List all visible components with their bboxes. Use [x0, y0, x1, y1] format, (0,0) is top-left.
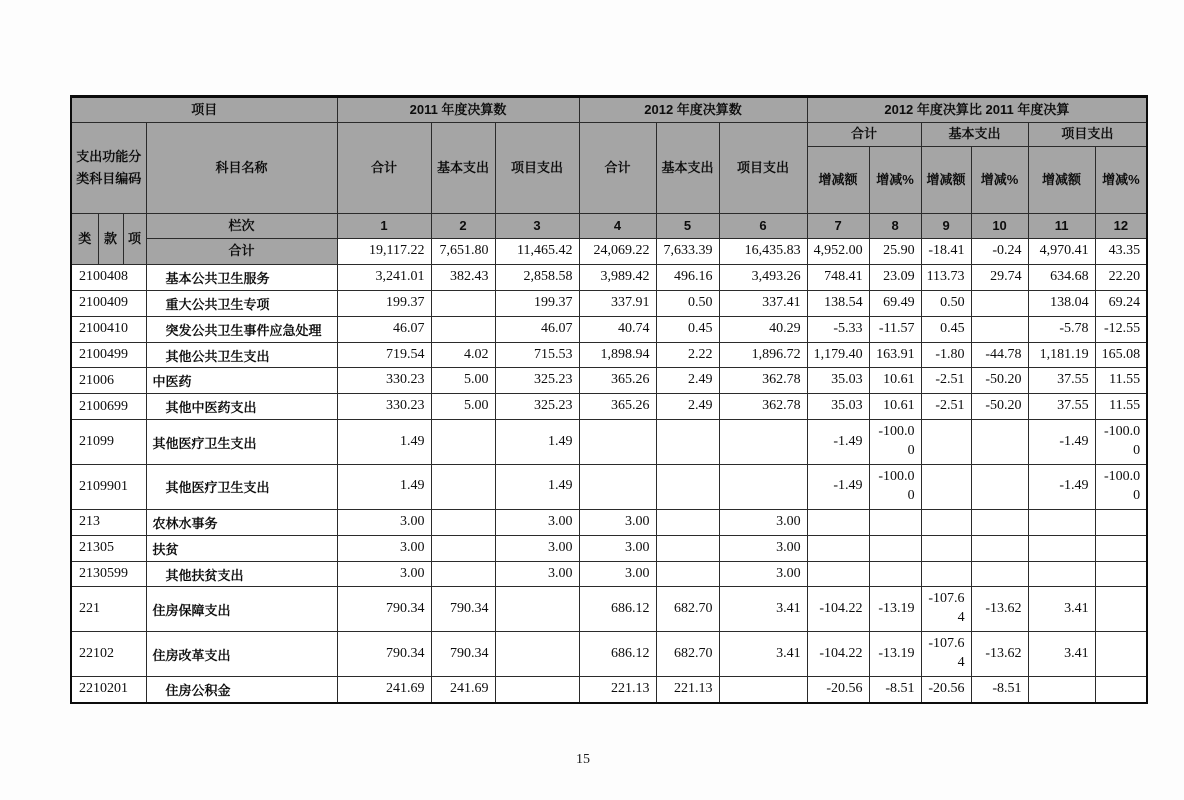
row-subject-name: 住房公积金 — [146, 677, 337, 703]
row-code: 2100499 — [71, 342, 146, 368]
row-value-cell: 3.41 — [1028, 632, 1095, 677]
row-value-cell: -104.22 — [807, 632, 869, 677]
grand-total-value: 7,651.80 — [431, 239, 495, 265]
row-value-cell: -1.49 — [1028, 420, 1095, 465]
row-value-cell: -13.19 — [869, 632, 921, 677]
row-value-cell — [971, 561, 1028, 587]
row-value-cell: 337.41 — [719, 290, 807, 316]
row-value-cell: -11.57 — [869, 316, 921, 342]
header-group-2011: 2011 年度决算数 — [337, 97, 579, 123]
header-total-inc-percent: 增减% — [869, 147, 921, 214]
row-value-cell: -44.78 — [971, 342, 1028, 368]
row-value-cell: 362.78 — [719, 368, 807, 394]
row-code: 22102 — [71, 632, 146, 677]
row-subject-name: 住房保障支出 — [146, 587, 337, 632]
row-value-cell: 3.41 — [719, 587, 807, 632]
row-value-cell — [971, 509, 1028, 535]
row-subject-name: 农林水事务 — [146, 509, 337, 535]
header-col-number: 4 — [579, 214, 656, 239]
row-value-cell: -5.33 — [807, 316, 869, 342]
header-basic-inc-percent: 增减% — [971, 147, 1028, 214]
row-value-cell: 5.00 — [431, 394, 495, 420]
header-project-inc-percent: 增减% — [1095, 147, 1147, 214]
row-value-cell: -20.56 — [921, 677, 971, 703]
row-value-cell: 241.69 — [337, 677, 431, 703]
row-subject-name: 其他医疗卫生支出 — [146, 420, 337, 465]
row-value-cell: 29.74 — [971, 264, 1028, 290]
row-value-cell — [869, 535, 921, 561]
row-value-cell: 37.55 — [1028, 368, 1095, 394]
row-code: 221 — [71, 587, 146, 632]
header-group-2012: 2012 年度决算数 — [579, 97, 807, 123]
row-value-cell: 3.00 — [495, 509, 579, 535]
row-value-cell — [719, 677, 807, 703]
header-col-number: 6 — [719, 214, 807, 239]
header-compare-basic: 基本支出 — [921, 123, 1028, 147]
row-value-cell: 3.41 — [1028, 587, 1095, 632]
row-value-cell — [1095, 632, 1147, 677]
row-value-cell: -50.20 — [971, 368, 1028, 394]
row-subject-name: 突发公共卫生事件应急处理 — [146, 316, 337, 342]
row-value-cell: 10.61 — [869, 368, 921, 394]
header-2012-total: 合计 — [579, 123, 656, 214]
table-row — [71, 465, 1147, 510]
header-col-number: 3 — [495, 214, 579, 239]
row-value-cell: 3.00 — [495, 535, 579, 561]
row-value-cell: 138.04 — [1028, 290, 1095, 316]
row-value-cell: 382.43 — [431, 264, 495, 290]
header-col-number: 8 — [869, 214, 921, 239]
row-value-cell: 634.68 — [1028, 264, 1095, 290]
row-value-cell: 0.45 — [921, 316, 971, 342]
grand-total-value: 7,633.39 — [656, 239, 719, 265]
table-row — [71, 420, 1147, 465]
header-col-number: 10 — [971, 214, 1028, 239]
row-value-cell: -107.64 — [921, 587, 971, 632]
row-value-cell — [656, 535, 719, 561]
row-subject-name: 其他扶贫支出 — [146, 561, 337, 587]
row-value-cell: 4.02 — [431, 342, 495, 368]
row-value-cell — [971, 290, 1028, 316]
row-value-cell: 3.41 — [719, 632, 807, 677]
row-value-cell: 3.00 — [337, 561, 431, 587]
table-body — [71, 264, 1147, 703]
header-2011-total: 合计 — [337, 123, 431, 214]
row-value-cell: 337.91 — [579, 290, 656, 316]
table-row — [71, 561, 1147, 587]
row-subject-name: 中医药 — [146, 368, 337, 394]
header-class-lei: 类 — [71, 214, 98, 265]
row-value-cell — [921, 420, 971, 465]
grand-total-value: 4,952.00 — [807, 239, 869, 265]
grand-total-value: 4,970.41 — [1028, 239, 1095, 265]
row-value-cell: -50.20 — [971, 394, 1028, 420]
row-code: 2210201 — [71, 677, 146, 703]
row-value-cell: 3.00 — [337, 535, 431, 561]
header-code-label: 支出功能分类科目编码 — [71, 123, 146, 214]
row-value-cell: 790.34 — [337, 587, 431, 632]
row-value-cell: 748.41 — [807, 264, 869, 290]
row-subject-name: 住房改革支出 — [146, 632, 337, 677]
row-value-cell — [807, 535, 869, 561]
row-value-cell: 163.91 — [869, 342, 921, 368]
row-code: 21099 — [71, 420, 146, 465]
row-value-cell: -8.51 — [971, 677, 1028, 703]
header-compare-total: 合计 — [807, 123, 921, 147]
row-value-cell: 5.00 — [431, 368, 495, 394]
row-value-cell: -5.78 — [1028, 316, 1095, 342]
row-value-cell: 0.50 — [656, 290, 719, 316]
row-value-cell: -1.49 — [807, 420, 869, 465]
row-value-cell: 40.29 — [719, 316, 807, 342]
row-value-cell: 1,181.19 — [1028, 342, 1095, 368]
row-value-cell — [579, 465, 656, 510]
row-value-cell — [1095, 561, 1147, 587]
final-accounts-table — [70, 95, 1148, 704]
row-value-cell: 2.49 — [656, 394, 719, 420]
row-value-cell: 682.70 — [656, 587, 719, 632]
header-2012-project: 项目支出 — [719, 123, 807, 214]
table-row — [71, 677, 1147, 703]
row-value-cell: -100.00 — [869, 465, 921, 510]
row-value-cell: -100.00 — [1095, 420, 1147, 465]
row-value-cell: -2.51 — [921, 368, 971, 394]
header-total-inc-amount: 增减额 — [807, 147, 869, 214]
row-value-cell — [1028, 677, 1095, 703]
row-value-cell: -100.00 — [869, 420, 921, 465]
row-value-cell — [431, 509, 495, 535]
row-value-cell — [495, 587, 579, 632]
header-column-row-label: 栏次 — [146, 214, 337, 239]
row-value-cell: -20.56 — [807, 677, 869, 703]
row-value-cell — [719, 420, 807, 465]
row-value-cell: 686.12 — [579, 587, 656, 632]
row-value-cell: 3,989.42 — [579, 264, 656, 290]
grand-total-row — [71, 239, 1147, 265]
row-value-cell: 2,858.58 — [495, 264, 579, 290]
header-compare-project: 项目支出 — [1028, 123, 1147, 147]
row-value-cell — [971, 420, 1028, 465]
header-2011-project: 项目支出 — [495, 123, 579, 214]
row-value-cell: 715.53 — [495, 342, 579, 368]
row-value-cell — [869, 561, 921, 587]
row-value-cell: 221.13 — [579, 677, 656, 703]
row-value-cell — [656, 561, 719, 587]
row-value-cell: 496.16 — [656, 264, 719, 290]
row-value-cell: 138.54 — [807, 290, 869, 316]
row-value-cell — [971, 316, 1028, 342]
row-value-cell: -13.62 — [971, 632, 1028, 677]
row-value-cell: 1,179.40 — [807, 342, 869, 368]
row-subject-name: 其他中医药支出 — [146, 394, 337, 420]
row-value-cell: 362.78 — [719, 394, 807, 420]
row-value-cell: 199.37 — [495, 290, 579, 316]
row-value-cell: 23.09 — [869, 264, 921, 290]
row-subject-name: 扶贫 — [146, 535, 337, 561]
row-value-cell — [807, 561, 869, 587]
row-value-cell: 241.69 — [431, 677, 495, 703]
row-value-cell: 10.61 — [869, 394, 921, 420]
header-project-inc-amount: 增减额 — [1028, 147, 1095, 214]
row-code: 2100410 — [71, 316, 146, 342]
table-row — [71, 368, 1147, 394]
row-value-cell — [1095, 677, 1147, 703]
row-value-cell: 1.49 — [337, 420, 431, 465]
row-value-cell — [431, 420, 495, 465]
row-value-cell — [807, 509, 869, 535]
row-value-cell: 0.45 — [656, 316, 719, 342]
row-value-cell: -13.62 — [971, 587, 1028, 632]
table-row — [71, 316, 1147, 342]
row-value-cell: 3,241.01 — [337, 264, 431, 290]
row-value-cell: -8.51 — [869, 677, 921, 703]
row-value-cell: 1,896.72 — [719, 342, 807, 368]
row-value-cell: 790.34 — [431, 587, 495, 632]
row-value-cell — [869, 509, 921, 535]
table-row — [71, 264, 1147, 290]
row-value-cell: -100.00 — [1095, 465, 1147, 510]
row-code: 2109901 — [71, 465, 146, 510]
header-col-number: 9 — [921, 214, 971, 239]
row-value-cell: 37.55 — [1028, 394, 1095, 420]
page-number: 15 — [576, 752, 590, 767]
row-code: 21006 — [71, 368, 146, 394]
row-value-cell: -13.19 — [869, 587, 921, 632]
header-row-column-numbers — [71, 214, 1147, 239]
row-value-cell: 3.00 — [337, 509, 431, 535]
header-basic-inc-amount: 增减额 — [921, 147, 971, 214]
header-col-number: 1 — [337, 214, 431, 239]
row-value-cell — [431, 561, 495, 587]
row-value-cell: 40.74 — [579, 316, 656, 342]
row-value-cell — [1028, 561, 1095, 587]
row-value-cell: 69.49 — [869, 290, 921, 316]
row-value-cell: 330.23 — [337, 394, 431, 420]
row-value-cell: -1.49 — [807, 465, 869, 510]
row-value-cell — [971, 465, 1028, 510]
row-value-cell: 365.26 — [579, 394, 656, 420]
row-value-cell: -107.64 — [921, 632, 971, 677]
table-row — [71, 509, 1147, 535]
table-row — [71, 587, 1147, 632]
row-value-cell — [971, 535, 1028, 561]
row-value-cell — [1095, 587, 1147, 632]
row-value-cell: 11.55 — [1095, 394, 1147, 420]
row-value-cell — [579, 420, 656, 465]
row-value-cell: -104.22 — [807, 587, 869, 632]
grand-total-value: 11,465.42 — [495, 239, 579, 265]
row-subject-name: 其他公共卫生支出 — [146, 342, 337, 368]
table-row — [71, 290, 1147, 316]
row-value-cell: 719.54 — [337, 342, 431, 368]
header-project-group: 项目 — [71, 97, 337, 123]
row-code: 21305 — [71, 535, 146, 561]
row-value-cell: -1.49 — [1028, 465, 1095, 510]
header-col-number: 5 — [656, 214, 719, 239]
row-value-cell — [656, 465, 719, 510]
row-value-cell: 3,493.26 — [719, 264, 807, 290]
row-code: 213 — [71, 509, 146, 535]
row-value-cell — [921, 465, 971, 510]
row-value-cell: 165.08 — [1095, 342, 1147, 368]
row-value-cell — [719, 465, 807, 510]
row-value-cell: 3.00 — [579, 561, 656, 587]
row-code: 2100699 — [71, 394, 146, 420]
row-value-cell — [656, 509, 719, 535]
row-value-cell — [431, 535, 495, 561]
row-subject-name: 基本公共卫生服务 — [146, 264, 337, 290]
row-subject-name: 重大公共卫生专项 — [146, 290, 337, 316]
row-value-cell: 1.49 — [495, 465, 579, 510]
table-row — [71, 342, 1147, 368]
row-value-cell — [431, 316, 495, 342]
row-value-cell — [921, 509, 971, 535]
row-value-cell — [921, 561, 971, 587]
row-value-cell: 221.13 — [656, 677, 719, 703]
row-value-cell: 1.49 — [495, 420, 579, 465]
row-value-cell: 113.73 — [921, 264, 971, 290]
table-row — [71, 632, 1147, 677]
row-value-cell: 22.20 — [1095, 264, 1147, 290]
grand-total-value: 24,069.22 — [579, 239, 656, 265]
row-value-cell: 330.23 — [337, 368, 431, 394]
row-value-cell: 2.22 — [656, 342, 719, 368]
row-value-cell — [1028, 535, 1095, 561]
row-value-cell: 69.24 — [1095, 290, 1147, 316]
row-value-cell — [495, 632, 579, 677]
grand-total-value: 19,117.22 — [337, 239, 431, 265]
table-row — [71, 535, 1147, 561]
row-value-cell: 682.70 — [656, 632, 719, 677]
grand-total-value: -0.24 — [971, 239, 1028, 265]
row-value-cell: 3.00 — [719, 561, 807, 587]
grand-total-value: 25.90 — [869, 239, 921, 265]
row-value-cell — [431, 465, 495, 510]
row-value-cell — [1028, 509, 1095, 535]
row-value-cell: 3.00 — [719, 509, 807, 535]
grand-total-label: 合计 — [146, 239, 337, 265]
row-code: 2130599 — [71, 561, 146, 587]
row-value-cell: 1,898.94 — [579, 342, 656, 368]
row-value-cell: 35.03 — [807, 368, 869, 394]
grand-total-value: 16,435.83 — [719, 239, 807, 265]
row-value-cell: 325.23 — [495, 394, 579, 420]
header-col-number: 7 — [807, 214, 869, 239]
header-subject-name: 科目名称 — [146, 123, 337, 214]
row-value-cell: 11.55 — [1095, 368, 1147, 394]
row-value-cell: 3.00 — [579, 535, 656, 561]
row-value-cell: 686.12 — [579, 632, 656, 677]
header-class-kuan: 款 — [98, 214, 123, 265]
header-row-subgroups — [71, 123, 1147, 147]
row-value-cell: -1.80 — [921, 342, 971, 368]
row-value-cell: -2.51 — [921, 394, 971, 420]
row-value-cell — [656, 420, 719, 465]
row-value-cell: 1.49 — [337, 465, 431, 510]
row-value-cell: 46.07 — [337, 316, 431, 342]
row-value-cell: -12.55 — [1095, 316, 1147, 342]
grand-total-value: -18.41 — [921, 239, 971, 265]
row-value-cell: 46.07 — [495, 316, 579, 342]
row-subject-name: 其他医疗卫生支出 — [146, 465, 337, 510]
row-value-cell — [1095, 535, 1147, 561]
row-code: 2100409 — [71, 290, 146, 316]
row-value-cell: 35.03 — [807, 394, 869, 420]
row-value-cell — [921, 535, 971, 561]
row-value-cell: 3.00 — [719, 535, 807, 561]
row-value-cell: 365.26 — [579, 368, 656, 394]
row-value-cell: 199.37 — [337, 290, 431, 316]
row-value-cell: 0.50 — [921, 290, 971, 316]
header-2011-basic: 基本支出 — [431, 123, 495, 214]
row-value-cell: 325.23 — [495, 368, 579, 394]
row-value-cell: 790.34 — [431, 632, 495, 677]
row-value-cell: 790.34 — [337, 632, 431, 677]
row-value-cell — [495, 677, 579, 703]
header-row-groups — [71, 97, 1147, 123]
grand-total-value: 43.35 — [1095, 239, 1147, 265]
row-value-cell: 2.49 — [656, 368, 719, 394]
header-class-xiang: 项 — [123, 214, 146, 265]
header-col-number: 11 — [1028, 214, 1095, 239]
row-value-cell: 3.00 — [495, 561, 579, 587]
header-2012-basic: 基本支出 — [656, 123, 719, 214]
header-group-compare: 2012 年度决算比 2011 年度决算 — [807, 97, 1147, 123]
row-value-cell — [1095, 509, 1147, 535]
row-value-cell — [431, 290, 495, 316]
row-value-cell: 3.00 — [579, 509, 656, 535]
row-code: 2100408 — [71, 264, 146, 290]
table-row — [71, 394, 1147, 420]
header-col-number: 12 — [1095, 214, 1147, 239]
header-col-number: 2 — [431, 214, 495, 239]
